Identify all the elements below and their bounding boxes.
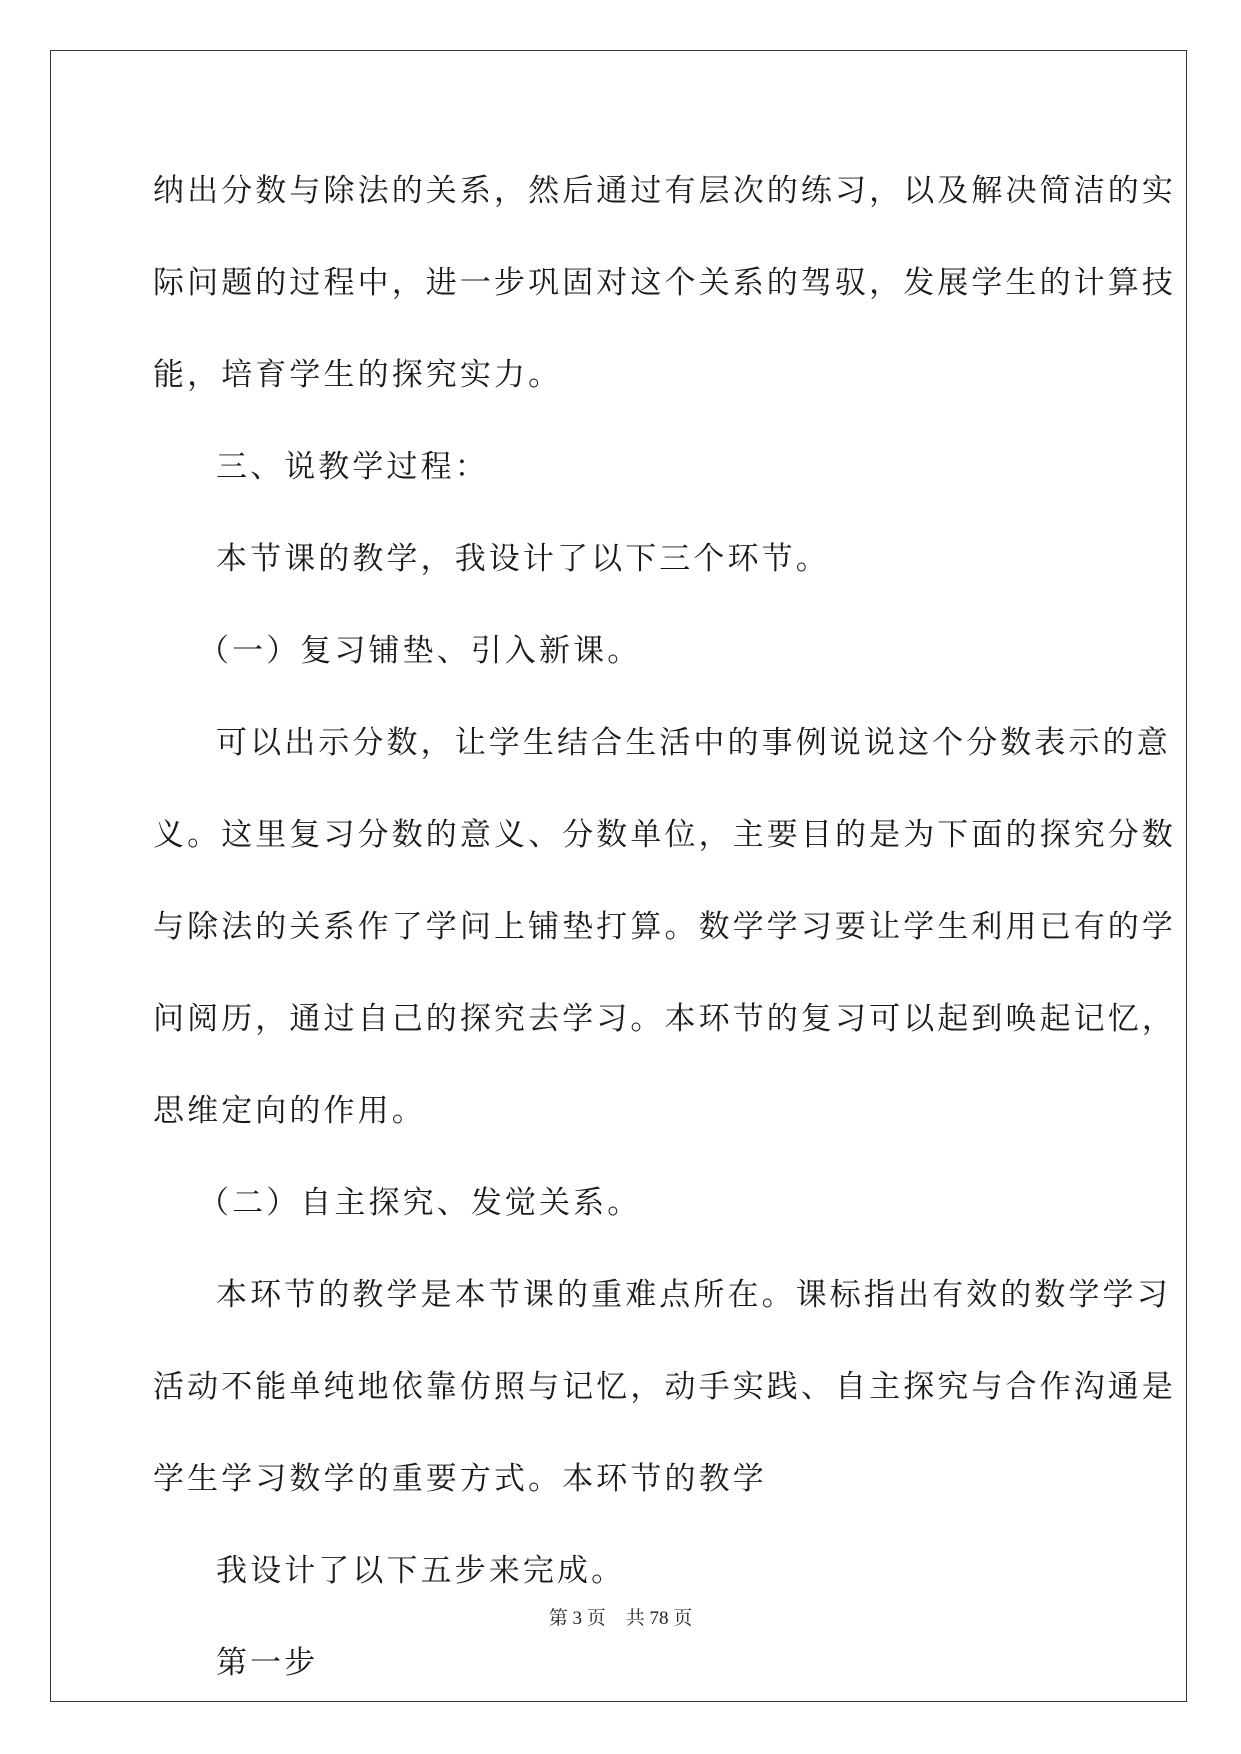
page-number: 第 3 页: [548, 1608, 606, 1629]
text-line: 本节课的教学，我设计了以下三个环节。: [216, 541, 830, 577]
text-line: 可以出示分数，让学生结合生活中的事例说说这个分数表示的意: [216, 725, 1171, 761]
text-line: 活动不能单纯地依靠仿照与记忆，动手实践、自主探究与合作沟通是: [153, 1369, 1176, 1405]
page-footer: [0, 1606, 1241, 1632]
text-line: 际问题的过程中，进一步巩固对这个关系的驾驭，发展学生的计算技: [153, 265, 1176, 301]
text-line: 纳出分数与除法的关系，然后通过有层次的练习，以及解决简洁的实: [153, 173, 1176, 209]
text-line: 问阅历，通过自己的探究去学习。本环节的复习可以起到唤起记忆，: [153, 1001, 1176, 1037]
document-body: [153, 161, 1176, 1725]
text-line: 能，培育学生的探究实力。: [153, 357, 563, 393]
text-line: 第一步: [216, 1645, 319, 1681]
text-line: 思维定向的作用。: [153, 1093, 426, 1129]
page-total: 共 78 页: [625, 1608, 693, 1629]
text-line: 义。这里复习分数的意义、分数单位，主要目的是为下面的探究分数: [153, 817, 1176, 853]
section-heading: 三、说教学过程：: [216, 449, 489, 485]
text-line: 本环节的教学是本节课的重难点所在。课标指出有效的数学学习: [216, 1277, 1171, 1313]
subsection-heading: （一）复习铺垫、引入新课。: [198, 633, 642, 669]
text-line: 我设计了以下五步来完成。: [216, 1553, 626, 1589]
text-line: 学生学习数学的重要方式。本环节的教学: [153, 1461, 767, 1497]
subsection-heading: （二）自主探究、发觉关系。: [198, 1185, 642, 1221]
text-line: 与除法的关系作了学问上铺垫打算。数学学习要让学生利用已有的学: [153, 909, 1176, 945]
